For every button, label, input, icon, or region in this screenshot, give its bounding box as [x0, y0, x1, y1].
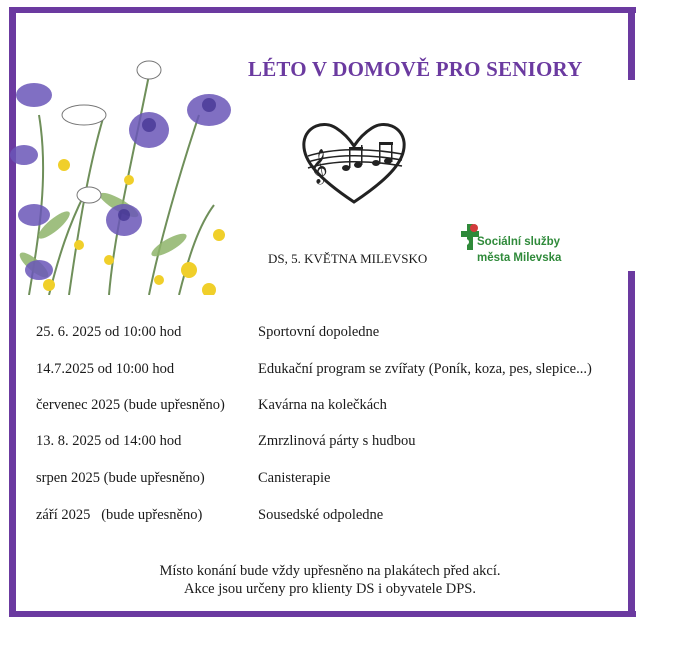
wildflowers-illustration	[9, 55, 239, 295]
schedule-event: Sousedské odpoledne	[258, 507, 384, 523]
schedule-event: Canisterapie	[258, 470, 331, 486]
schedule-event: Edukační program se zvířaty (Poník, koza, pes, slepice...)	[258, 361, 592, 377]
schedule-row	[36, 397, 636, 417]
schedule-row	[36, 433, 636, 453]
frame-border-bottom	[9, 611, 636, 617]
schedule-row	[36, 470, 636, 490]
svg-text:𝄞: 𝄞	[310, 149, 328, 184]
page-title: LÉTO V DOMOVĚ PRO SENIORY	[248, 57, 583, 81]
organization-name: DS, 5. KVĚTNA MILEVSKO	[268, 251, 428, 266]
schedule-date: 13. 8. 2025 od 14:00 hod	[36, 433, 182, 449]
schedule-row	[36, 507, 636, 527]
schedule-event: Sportovní dopoledne	[258, 324, 380, 340]
schedule-date: červenec 2025 (bude upřesněno)	[36, 397, 225, 413]
heart-music-notes-icon	[298, 118, 410, 206]
footer-line-2: Akce jsou určeny pro klienty DS i obyvatele DPS.	[184, 581, 476, 597]
schedule-date: září 2025 (bude upřesněno)	[36, 507, 203, 523]
schedule-row	[36, 361, 636, 381]
social-services-logo	[461, 222, 591, 266]
schedule-event: Kavárna na kolečkách	[258, 397, 387, 413]
footer-note	[110, 562, 550, 598]
logo-line-2: města Milevska	[477, 252, 562, 264]
schedule-date: srpen 2025 (bude upřesněno)	[36, 470, 205, 486]
frame-border-right-top	[628, 7, 635, 80]
frame-border-top	[9, 7, 636, 13]
schedule-date: 25. 6. 2025 od 10:00 hod	[36, 324, 182, 340]
schedule-event: Zmrzlinová párty s hudbou	[258, 433, 416, 449]
schedule-date: 14.7.2025 od 10:00 hod	[36, 361, 175, 377]
schedule-row	[36, 324, 636, 344]
logo-line-1: Sociální služby	[477, 236, 561, 248]
footer-line-1: Místo konání bude vždy upřesněno na plakátech před akcí.	[159, 563, 501, 579]
